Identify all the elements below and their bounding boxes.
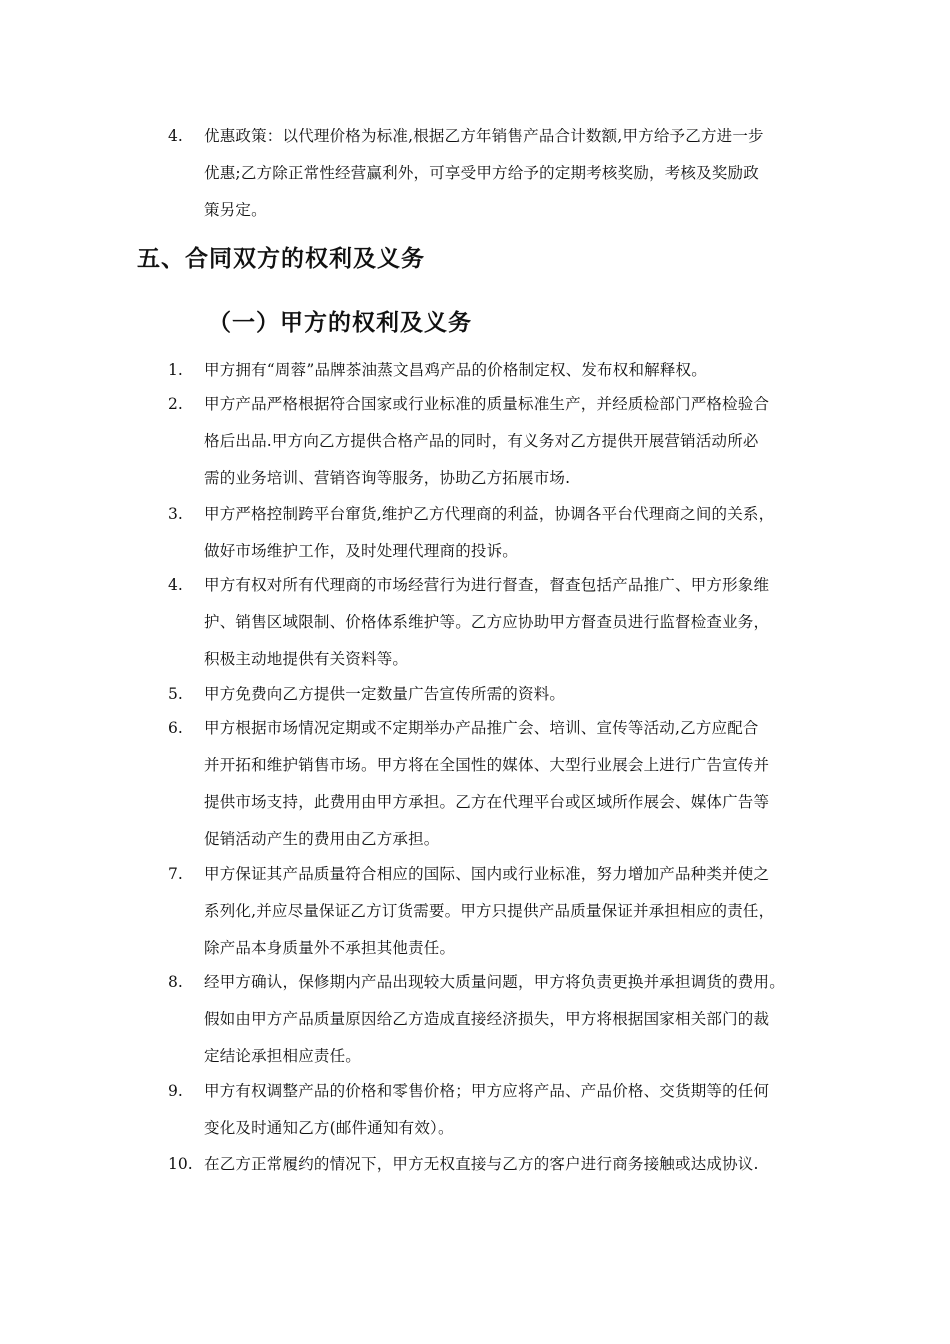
list-item-number: 6. <box>168 719 183 737</box>
list-item-number: 2. <box>168 395 183 413</box>
list-item-line: 假如由甲方产品质量原因给乙方造成直接经济损失，甲方将根据国家相关部门的裁 <box>204 1010 770 1028</box>
list-item-line: 在乙方正常履约的情况下，甲方无权直接与乙方的客户进行商务接触或达成协议. <box>204 1155 759 1173</box>
list-item-line: 甲方有权调整产品的价格和零售价格；甲方应将产品、产品价格、交货期等的任何 <box>204 1082 770 1100</box>
list-item-text <box>204 964 856 1075</box>
list-item-line: 甲方根据市场情况定期或不定期举办产品推广会、培训、宣传等活动,乙方应配合 <box>204 719 759 737</box>
list-item-text <box>204 496 856 570</box>
list-item-line: 并开拓和维护销售市场。甲方将在全国性的媒体、大型行业展会上进行广告宣传并 <box>204 756 770 774</box>
list-item-number: 10. <box>168 1155 193 1173</box>
list-item-line: 甲方有权对所有代理商的市场经营行为进行督查，督查包括产品推广、甲方形象维 <box>204 576 770 594</box>
list-item-number: 4. <box>168 127 183 145</box>
subsection-heading: （一）甲方的权利及义务 <box>208 310 472 336</box>
list-item-line: 促销活动产生的费用由乙方承担。 <box>204 830 440 848</box>
list-item-number: 8. <box>168 973 183 991</box>
list-item-text <box>204 352 856 389</box>
list-item-number: 5. <box>168 685 183 703</box>
list-item-line: 需的业务培训、营销咨询等服务，协助乙方拓展市场. <box>204 469 571 487</box>
list-item-line: 变化及时通知乙方(邮件通知有效）。 <box>204 1119 454 1137</box>
list-item-line: 甲方保证其产品质量符合相应的国际、国内或行业标准，努力增加产品种类并使之 <box>204 865 770 883</box>
list-item-text <box>204 567 856 678</box>
list-item-line: 积极主动地提供有关资料等。 <box>204 650 409 668</box>
section-heading: 五、合同双方的权利及义务 <box>137 246 425 272</box>
list-item-line: 除产品本身质量外不承担其他责任。 <box>204 939 456 957</box>
list-item-line: 经甲方确认，保修期内产品出现较大质量问题，甲方将负责更换并承担调货的费用。 <box>204 973 785 991</box>
list-item-text <box>204 118 856 229</box>
list-item-text <box>204 710 856 858</box>
list-item-line: 优惠政策：以代理价格为标准,根据乙方年销售产品合计数额,甲方给予乙方进一步 <box>204 127 764 145</box>
list-item-line: 甲方拥有“周蓉”品牌茶油蒸文昌鸡产品的价格制定权、发布权和解释权。 <box>204 361 707 379</box>
list-item-number: 1. <box>168 361 183 379</box>
list-item-number: 4. <box>168 576 183 594</box>
list-item-line: 甲方免费向乙方提供一定数量广告宣传所需的资料。 <box>204 685 566 703</box>
list-item-number: 9. <box>168 1082 183 1100</box>
list-item-number: 3. <box>168 505 183 523</box>
list-item-line: 护、销售区域限制、价格体系维护等。乙方应协助甲方督查员进行监督检查业务， <box>204 613 770 631</box>
list-item-line: 定结论承担相应责任。 <box>204 1047 362 1065</box>
list-item-text <box>204 1073 856 1147</box>
list-item-line: 甲方严格控制跨平台窜货,维护乙方代理商的利益，协调各平台代理商之间的关系， <box>204 505 775 523</box>
list-item-line: 甲方产品严格根据符合国家或行业标准的质量标准生产，并经质检部门严格检验合 <box>204 395 770 413</box>
list-item-text <box>204 856 856 967</box>
list-item-line: 系列化,并应尽量保证乙方订货需要。甲方只提供产品质量保证并承担相应的责任， <box>204 902 775 920</box>
list-item-line: 格后出品.甲方向乙方提供合格产品的同时，有义务对乙方提供开展营销活动所必 <box>204 432 759 450</box>
list-item-line: 优惠;乙方除正常性经营赢利外，可享受甲方给予的定期考核奖励，考核及奖励政 <box>204 164 759 182</box>
list-item-line: 提供市场支持，此费用由甲方承担。乙方在代理平台或区域所作展会、媒体广告等 <box>204 793 770 811</box>
list-item-line: 策另定。 <box>204 201 267 219</box>
list-item-text <box>204 386 856 497</box>
list-item-text <box>204 1146 856 1183</box>
list-item-number: 7. <box>168 865 183 883</box>
list-item-text <box>204 676 856 713</box>
list-item-line: 做好市场维护工作，及时处理代理商的投诉。 <box>204 542 519 560</box>
